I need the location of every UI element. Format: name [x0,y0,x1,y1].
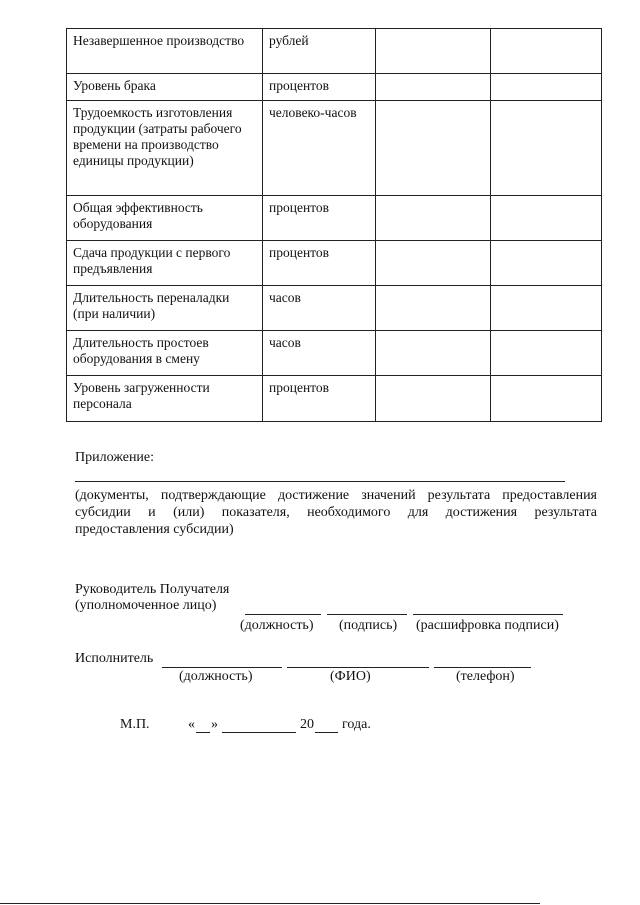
head-position-line[interactable] [245,614,321,615]
table-row [67,29,602,74]
indicator-unit: часов [263,331,376,376]
executor-phone-line[interactable] [434,667,531,668]
indicator-value-cell[interactable] [376,29,491,74]
indicator-unit: часов [263,286,376,331]
indicator-value-cell[interactable] [491,286,602,331]
indicator-name: Трудоемкость изготовления продукции (затраты рабочего времени на производство единицы продукции) [67,101,263,196]
head-signature-line[interactable] [327,614,407,615]
date-day-line[interactable] [196,732,210,733]
stamp-mp: М.П. [120,717,150,732]
attachment-note: (документы, подтверждающие достижение значений результата предоставления субсидии и (или) показателя, необходимого для достижения результата предоставления субсидии) [75,488,597,537]
indicator-unit: человеко-часов [263,101,376,196]
executor-phone-caption: (телефон) [456,669,515,684]
executor-name-line[interactable] [287,667,429,668]
attachment-fill-line[interactable] [75,481,565,482]
date-year-line[interactable] [315,732,338,733]
indicator-value-cell[interactable] [491,241,602,286]
executor-label: Исполнитель [75,651,154,666]
indicator-value-cell[interactable] [491,29,602,74]
indicator-value-cell[interactable] [491,331,602,376]
page-bottom-rule [0,903,540,904]
indicator-name: Уровень брака [67,74,263,101]
table-row [67,286,602,331]
indicator-value-cell[interactable] [491,101,602,196]
head-decoding-caption: (расшифровка подписи) [416,618,559,633]
executor-name-caption: (ФИО) [330,669,371,684]
indicator-name: Незавершенное производство [67,29,263,74]
table-row [67,101,602,196]
indicator-name: Уровень загруженности персонала [67,376,263,422]
head-decoding-line[interactable] [413,614,563,615]
indicator-name: Сдача продукции с первого предъявления [67,241,263,286]
executor-position-line[interactable] [162,667,282,668]
indicator-name: Длительность простоев оборудования в смену [67,331,263,376]
executor-position-caption: (должность) [179,669,253,684]
indicator-value-cell[interactable] [376,101,491,196]
indicator-value-cell[interactable] [491,196,602,241]
indicator-value-cell[interactable] [376,376,491,422]
indicator-name: Общая эффективность оборудования [67,196,263,241]
indicator-unit: процентов [263,376,376,422]
date-year-prefix: 20 [300,717,314,732]
indicator-value-cell[interactable] [376,331,491,376]
attachment-label: Приложение: [75,450,155,465]
indicator-unit: рублей [263,29,376,74]
date-open-quote: « [188,717,195,732]
table-row [67,331,602,376]
indicator-value-cell[interactable] [376,286,491,331]
table-row [67,74,602,101]
indicators-table [66,28,602,422]
indicator-value-cell[interactable] [491,376,602,422]
head-title: Руководитель Получателя [75,582,230,597]
indicator-value-cell[interactable] [376,74,491,101]
date-close-quote: » [211,717,218,732]
indicator-unit: процентов [263,74,376,101]
indicator-value-cell[interactable] [491,74,602,101]
indicator-unit: процентов [263,241,376,286]
table-row [67,241,602,286]
indicator-value-cell[interactable] [376,196,491,241]
indicator-name: Длительность переналадки (при наличии) [67,286,263,331]
table-row [67,196,602,241]
head-position-caption: (должность) [240,618,314,633]
head-signature-caption: (подпись) [339,618,398,633]
date-year-suffix: года. [342,717,371,732]
date-month-line[interactable] [222,732,296,733]
head-subtitle: (уполномоченное лицо) [75,598,217,613]
table-row [67,376,602,422]
indicator-value-cell[interactable] [376,241,491,286]
indicator-unit: процентов [263,196,376,241]
